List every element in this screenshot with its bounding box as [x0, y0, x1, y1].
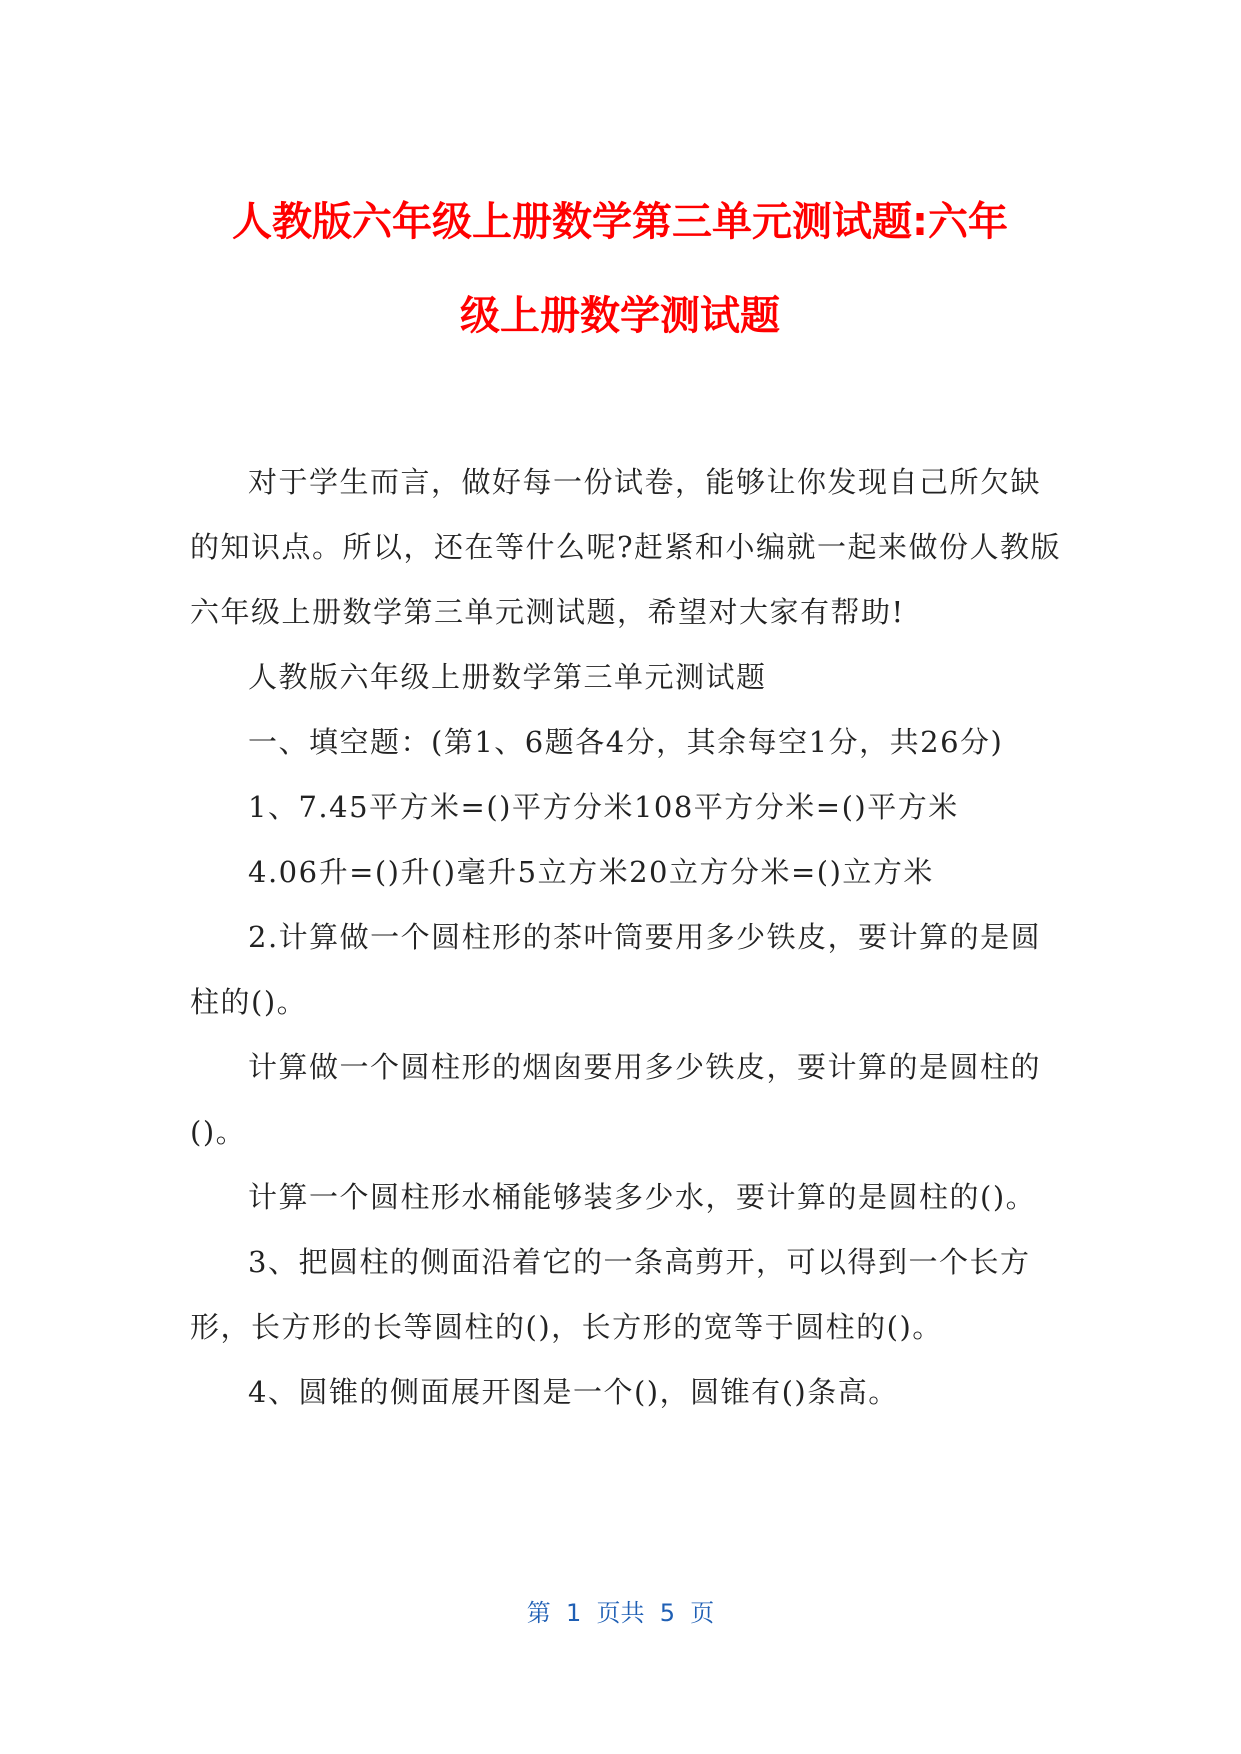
paragraph-question-2a: 2.计算做一个圆柱形的茶叶筒要用多少铁皮，要计算的是圆柱的()。: [190, 920, 1042, 1019]
paragraph-question-2b: 计算做一个圆柱形的烟囱要用多少铁皮，要计算的是圆柱的()。: [190, 1050, 1042, 1149]
document-body: [190, 450, 1070, 1425]
title-line-2: 级上册数学测试题: [460, 293, 780, 339]
paragraph-question-1a: 1、7.45平方米=()平方分米108平方分米=()平方米: [248, 790, 959, 824]
paragraph-intro: 对于学生而言，做好每一份试卷，能够让你发现自己所欠缺的知识点。所以，还在等什么呢?赶紧和小编就一起来做份人教版六年级上册数学第三单元测试题，希望对大家有帮助!: [190, 465, 1062, 629]
paragraph-fill-blank-heading: 一、填空题：(第1、6题各4分，其余每空1分，共26分): [248, 725, 1004, 759]
paragraph-question-2c: 计算一个圆柱形水桶能够装多少水，要计算的是圆柱的()。: [248, 1180, 1037, 1214]
paragraph-question-1b: 4.06升=()升()毫升5立方米20立方分米=()立方米: [248, 855, 934, 889]
document-title: [150, 175, 1090, 363]
paragraph-question-3: 3、把圆柱的侧面沿着它的一条高剪开，可以得到一个长方形，长方形的长等圆柱的()，长方形的宽等于圆柱的()。: [190, 1245, 1031, 1344]
title-line-1: 人教版六年级上册数学第三单元测试题:六年: [232, 199, 1008, 245]
page-number-footer: 第 1 页共 5 页: [526, 1599, 715, 1627]
paragraph-question-4: 4、圆锥的侧面展开图是一个()，圆锥有()条高。: [248, 1375, 899, 1409]
paragraph-section-title: 人教版六年级上册数学第三单元测试题: [248, 660, 767, 694]
